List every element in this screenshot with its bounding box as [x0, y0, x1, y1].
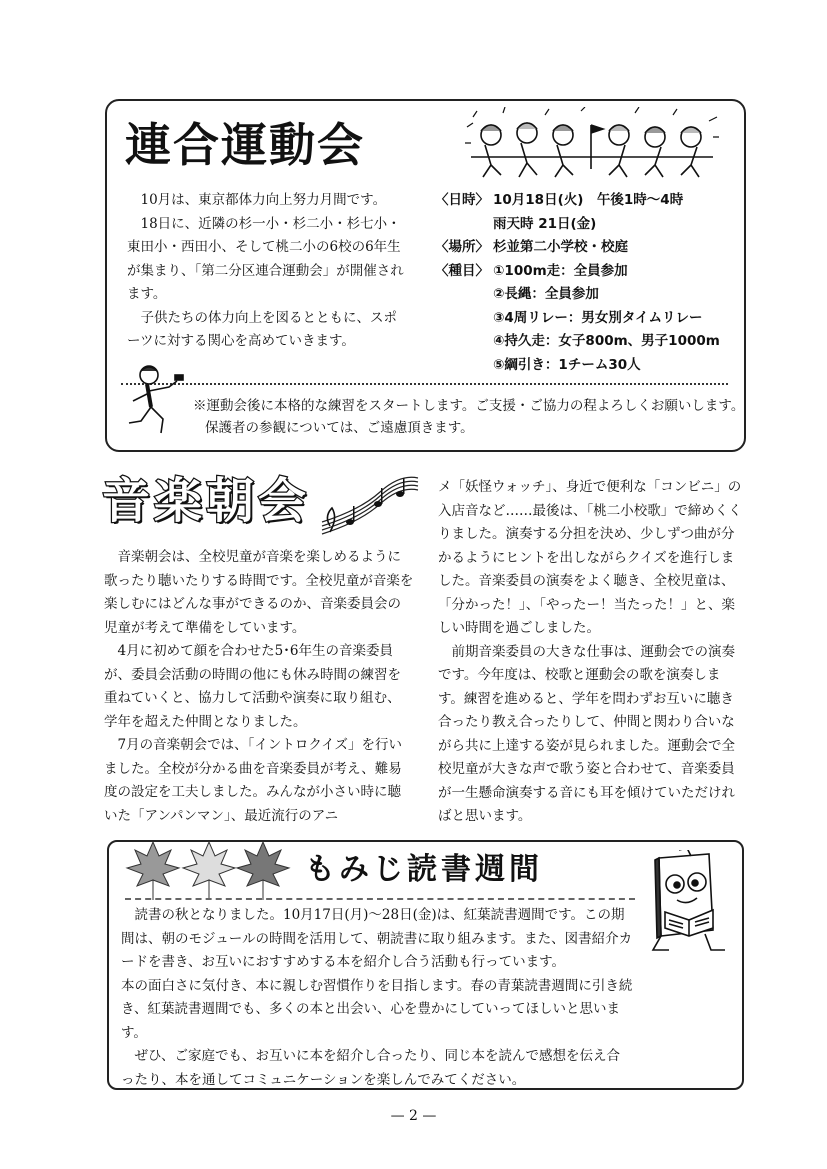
dokusho-section — [107, 840, 744, 1090]
event-item: ②長縄：全員参加 — [493, 286, 599, 302]
tug-of-war-illustration — [463, 107, 721, 183]
undoukai-intro-p3: 子供たちの体力向上を図るとともに、スポーツに対する関心を高めていきます。 — [127, 309, 397, 349]
ongaku-right-column — [438, 476, 743, 829]
undoukai-section — [105, 99, 746, 452]
dokusho-p1: 読書の秋となりました。10月17日(月)～28日(金)は、紅葉読書週間です。この期間は、朝のモジュールの時間を活用して、朝読書に取り組みます。また、図書紹介カードを書き、お互いにおすすめする本を紹介し合う活動も行っています。 — [121, 907, 633, 970]
ongaku-left-p3: 7月の音楽朝会では、「イントロクイズ」を行いました。全校が分かる曲を音楽委員が考え、難易度の設定を工夫しました。みんなが小さい時に聴いた「アンパンマン」、最近流行のアニ — [104, 737, 403, 824]
event-item: ①100m走：全員参加 — [493, 262, 628, 279]
undoukai-schedule — [435, 189, 735, 377]
ongaku-title: 音楽朝会 — [102, 473, 311, 529]
music-staff-illustration — [320, 472, 420, 536]
rain-date-value: 雨天時 21日(金) — [493, 215, 597, 232]
dokusho-title: もみじ読書週間 — [305, 852, 543, 887]
dokusho-body — [121, 904, 633, 1092]
event-item: ④持久走：女子800m、男子1000m — [493, 333, 720, 349]
undoukai-title: 連合運動会 — [125, 118, 365, 172]
undoukai-note2: 保護者の参観については、ご遠慮頂きます。 — [205, 420, 474, 436]
runner-illustration — [121, 363, 187, 437]
events-label: 〈種目〉 — [435, 262, 489, 279]
undoukai-note1: ※運動会後に本格的な練習をスタートします。ご支援・ご協力の程よろしくお願いします。 — [193, 398, 745, 414]
dokusho-p2: 本の面白さに気付き、本に親しむ習慣作りを目指します。春の青葉読書週間に引き続き、紅葉読書週間でも、多くの本と出会い、心を豊かにしていってほしいと思います。 — [121, 977, 633, 1041]
event-item: ③4周リレー：男女別タイムリレー — [493, 309, 703, 326]
event-item: ⑤綱引き：1チーム30人 — [493, 356, 641, 373]
reading-book-character-icon — [639, 850, 729, 956]
undoukai-intro-p1: 10月は、東京都体力向上努力月間です。 — [140, 192, 387, 208]
ongaku-left-p2: 4月に初めて顔を合わせた5･6年生の音楽委員が、委員会活動の時間の他にも休み時間の練習を重ねていくと、協力して活動や演奏に取り組む、学年を超えた仲間となりました。 — [104, 643, 401, 730]
undoukai-intro-p2: 18日に、近隣の杉一小・杉二小・杉七小・東田小・西田小、そして桃二小の6校の6年生が集まり、「第二分区連合運動会」が開催されます。 — [127, 215, 404, 302]
maple-leaves-illustration — [123, 840, 293, 904]
place-value: 杉並第二小学校・校庭 — [493, 239, 628, 255]
title-underline — [125, 898, 635, 900]
undoukai-intro — [127, 189, 409, 354]
date-label: 〈日時〉 — [435, 192, 489, 208]
place-label: 〈場所〉 — [435, 239, 489, 255]
section-divider — [121, 383, 728, 385]
dokusho-p3: ぜひ、ご家庭でも、お互いに本を紹介し合ったり、同じ本を読んで感想を伝え合ったり、本を通してコミュニケーションを楽しんでみてください。 — [121, 1048, 620, 1088]
page-number: — 2 — — [390, 1108, 437, 1124]
ongaku-right-p1: メ「妖怪ウォッチ」、身近で便利な「コンビニ」の入店音など……最後は、「桃二小校歌」で締めくくりました。演奏する分担を決め、少しずつ曲が分かるようにヒントを出しながらクイズを進行しました。音楽委員の演奏をよく聴き、全校児童は、「分かった！」、「やったー！当たった！」と、楽しい時間を過ごしました。 — [438, 479, 742, 636]
ongaku-right-p2: 前期音楽委員の大きな仕事は、運動会での演奏です。今年度は、校歌と運動会の歌を演奏します。練習を進めると、学年を問わずお互いに聴き合ったり教え合ったりして、仲間と関わり合いながら共に上達する姿が見られました。運動会で全校児童が大きな声で歌う姿と合わせて、音楽委員が一生懸命演奏する音にも耳を傾けていただければと思います。 — [438, 643, 735, 824]
ongaku-left-column — [104, 546, 414, 828]
date-value: 10月18日(火) 午後1時～4時 — [493, 192, 684, 208]
ongaku-left-p1: 音楽朝会は、全校児童が音楽を楽しめるように歌ったり聴いたりする時間です。全校児童が音楽を楽しむにはどんな事ができるのか、音楽委員会の児童が考えて準備をしています。 — [104, 549, 414, 636]
